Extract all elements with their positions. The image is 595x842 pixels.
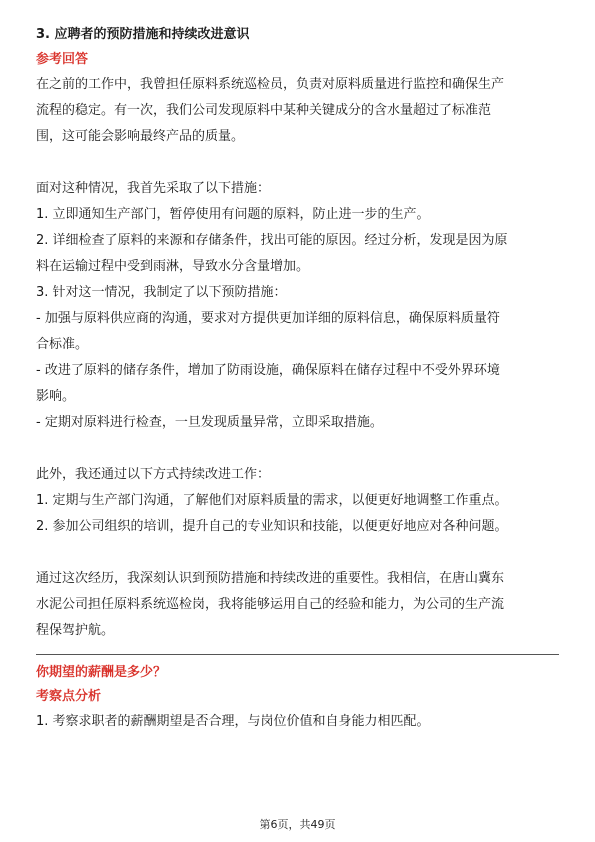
text-line: - 定期对原料进行检查，一旦发现质量异常，立即采取措施。 [36, 415, 383, 430]
text-line: 水泥公司担任原料系统巡检岗，我将能够运用自己的经验和能力，为公司的生产流 [36, 597, 505, 612]
text-line: 2. 详细检查了原料的来源和存储条件，找出可能的原因。经过分析，发现是因为原 [36, 233, 508, 248]
text-line: 1. 立即通知生产部门，暂停使用有问题的原料，防止进一步的生产。 [36, 207, 430, 222]
text-line: 围，这可能会影响最终产品的质量。 [36, 129, 245, 144]
next-question-title: 你期望的薪酬是多少？ [36, 665, 167, 680]
analysis-line: 1. 考察求职者的薪酬期望是否合理，与岗位价值和自身能力相匹配。 [36, 714, 430, 729]
text-line: 流程的稳定。有一次，我们公司发现原料中某种关键成分的含水量超过了标准范 [36, 103, 492, 118]
text-line: 通过这次经历，我深刻认识到预防措施和持续改进的重要性。我相信，在唐山冀东 [36, 571, 505, 586]
text-line: 影响。 [36, 389, 76, 404]
text-line: - 改进了原料的储存条件，增加了防雨设施，确保原料在储存过程中不受外界环境 [36, 363, 500, 378]
text-line: 在之前的工作中，我曾担任原料系统巡检员，负责对原料质量进行监控和确保生产 [36, 77, 505, 92]
text-line: 面对这种情况，我首先采取了以下措施： [36, 181, 271, 196]
answer-paragraph-1 [36, 72, 559, 150]
text-line: 3. 针对这一情况，我制定了以下预防措施： [36, 285, 287, 300]
question-title: 3. 应聘者的预防措施和持续改进意识 [36, 27, 250, 42]
document-page [36, 22, 559, 735]
text-line: 此外，我还通过以下方式持续改进工作： [36, 467, 271, 482]
text-line: 2. 参加公司组织的培训，提升自己的专业知识和技能，以便更好地应对各种问题。 [36, 519, 508, 534]
section-divider [36, 654, 559, 655]
text-line: - 加强与原料供应商的沟通，要求对方提供更加详细的原料信息，确保原料质量符 [36, 311, 500, 326]
answer-paragraph-2 [36, 176, 559, 436]
text-line: 料在运输过程中受到雨淋，导致水分含量增加。 [36, 259, 310, 274]
answer-paragraph-3 [36, 462, 559, 540]
text-line: 合标准。 [36, 337, 89, 352]
page-footer: 第6页，共49页 [259, 818, 336, 831]
text-line: 1. 定期与生产部门沟通，了解他们对原料质量的需求，以便更好地调整工作重点。 [36, 493, 508, 508]
analysis-label: 考察点分析 [36, 689, 102, 704]
reference-answer-label: 参考回答 [36, 52, 89, 67]
answer-paragraph-4 [36, 566, 559, 644]
text-line: 程保驾护航。 [36, 623, 115, 638]
